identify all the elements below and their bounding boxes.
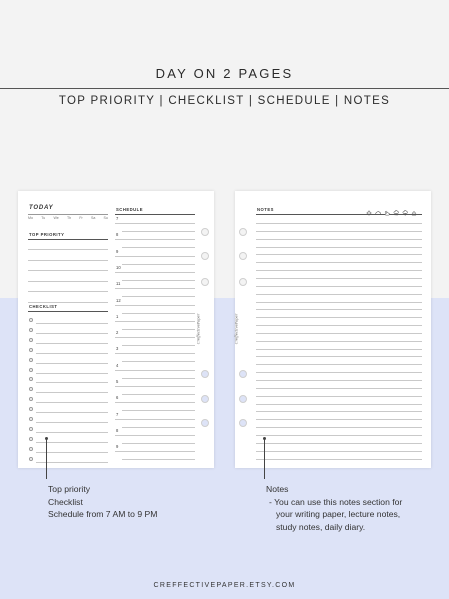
right-planner-page (235, 191, 431, 468)
schedule-hour: 5 (116, 379, 119, 384)
page-subtitle: TOP PRIORITY | CHECKLIST | SCHEDULE | NOTES (58, 95, 391, 107)
notes-line (256, 443, 422, 444)
weekday-th: Th (66, 216, 72, 220)
notes-line (256, 294, 422, 295)
checklist-checkbox (29, 348, 33, 352)
schedule-half-line (122, 247, 195, 248)
top-priority-line (28, 291, 108, 292)
schedule-hour: 7 (116, 216, 119, 221)
checklist-checkbox (29, 387, 33, 391)
schedule-line (115, 305, 195, 306)
notes-line (256, 262, 422, 263)
schedule-half-line (122, 410, 195, 411)
checklist-checkbox (29, 358, 33, 362)
weekday-tu: Tu (41, 216, 46, 220)
notes-line (256, 451, 422, 452)
weekday-row (28, 216, 108, 220)
notes-line (256, 333, 422, 334)
caption-notes-line-2: your writing paper, lecture notes, (276, 509, 401, 519)
schedule-hour: 11 (116, 281, 121, 287)
checklist-checkbox (29, 318, 33, 322)
schedule-line (115, 451, 195, 452)
notes-line (256, 286, 422, 287)
caption-schedule: Schedule from 7 AM to 9 PM (48, 509, 158, 519)
pointer-line-left (46, 439, 47, 479)
schedule-line (115, 419, 195, 420)
checklist-line (36, 343, 108, 344)
notes-line (256, 459, 422, 460)
today-label: TODAY (29, 205, 54, 211)
schedule-half-line (122, 443, 195, 444)
today-rule (28, 214, 108, 215)
checklist-line (36, 392, 108, 393)
notes-line (256, 309, 422, 310)
notes-line (256, 380, 422, 381)
schedule-half-line (122, 313, 195, 314)
caption-notes-title: Notes (266, 484, 289, 494)
schedule-rule (115, 214, 195, 215)
left-planner-page (18, 191, 214, 468)
schedule-hour: 6 (116, 395, 119, 401)
signature-left: CreffectivePaper (196, 313, 201, 345)
checklist-line (36, 333, 108, 334)
schedule-half-line (122, 329, 195, 330)
schedule-line (115, 353, 195, 354)
notes-line (256, 239, 422, 240)
checklist-checkbox (29, 328, 33, 332)
notes-line (256, 404, 422, 405)
schedule-half-line (122, 280, 195, 281)
notes-line (256, 396, 422, 397)
schedule-hour: 12 (116, 297, 121, 303)
schedule-hour: 9 (116, 444, 119, 450)
schedule-hour: 8 (116, 427, 119, 433)
schedule-hour: 8 (116, 232, 119, 238)
binder-ring (201, 395, 209, 403)
schedule-hour: 1 (116, 313, 119, 319)
schedule-line (115, 370, 195, 371)
binder-ring (201, 370, 209, 378)
caption-notes-line-3: study notes, daily diary. (276, 521, 366, 532)
notes-line (256, 270, 422, 271)
top-priority-line (28, 302, 108, 303)
checklist-rule (28, 311, 108, 312)
checklist-line (36, 382, 108, 383)
checklist-line (36, 402, 108, 403)
cloud-icon (375, 210, 381, 216)
top-priority-line (28, 281, 108, 282)
notes-line (256, 247, 422, 248)
checklist-line (36, 412, 108, 413)
checklist-checkbox (29, 417, 33, 421)
schedule-half-line (122, 459, 195, 460)
notes-line (256, 356, 422, 357)
schedule-half-line (122, 361, 195, 362)
top-priority-rule (28, 239, 108, 240)
schedule-line (115, 321, 195, 322)
checklist-checkbox (29, 397, 33, 401)
checklist-line (36, 432, 108, 433)
notes-line (256, 254, 422, 255)
checklist-line (36, 323, 108, 324)
schedule-line (115, 435, 195, 436)
schedule-half-line (122, 394, 195, 395)
binder-ring (239, 278, 247, 286)
footer-shop-url: CREFFECTIVEPAPER.ETSY.COM (153, 582, 296, 589)
checklist-checkbox (29, 407, 33, 411)
top-priority-line (28, 270, 108, 271)
binder-ring (239, 252, 247, 260)
notes-line (256, 411, 422, 412)
schedule-hour: 4 (116, 362, 119, 368)
schedule-half-line (122, 427, 195, 428)
left-caption (48, 483, 157, 521)
checklist-checkbox (29, 368, 33, 372)
notes-label: NOTES (257, 207, 274, 212)
right-caption (266, 483, 402, 533)
schedule-line (115, 386, 195, 387)
title-divider (0, 88, 449, 89)
binder-ring (239, 395, 247, 403)
page-title: DAY ON 2 PAGES (155, 66, 294, 81)
checklist-line (36, 363, 108, 364)
pointer-line-right (264, 439, 265, 479)
schedule-hour: 9 (116, 248, 119, 254)
notes-line (256, 435, 422, 436)
rain-icon (393, 210, 399, 216)
checklist-checkbox (29, 377, 33, 381)
checklist-checkbox (29, 447, 33, 451)
schedule-hour: 3 (116, 346, 119, 352)
sun-icon (366, 210, 372, 216)
checklist-checkbox (29, 457, 33, 461)
notes-line (256, 278, 422, 279)
binder-ring (201, 419, 209, 427)
schedule-half-line (122, 231, 195, 232)
caption-top-priority: Top priority (48, 484, 91, 494)
schedule-line (115, 239, 195, 240)
partly-cloudy-icon (384, 210, 390, 216)
notes-line (256, 349, 422, 350)
schedule-line (115, 288, 195, 289)
notes-line (256, 223, 422, 224)
notes-line (256, 364, 422, 365)
binder-ring (239, 419, 247, 427)
checklist-checkbox (29, 338, 33, 342)
checklist-line (36, 373, 108, 374)
top-priority-line (28, 249, 108, 250)
checklist-label: CHECKLIST (29, 304, 58, 309)
notes-line (256, 317, 422, 318)
schedule-half-line (122, 264, 195, 265)
binder-ring (201, 278, 209, 286)
schedule-hour: 2 (116, 330, 119, 336)
checklist-checkbox (29, 427, 33, 431)
weekday-sa: Sa (90, 216, 96, 220)
weekday-su: Su (103, 216, 108, 220)
checklist-line (36, 422, 108, 423)
schedule-line (115, 402, 195, 403)
schedule-line (115, 337, 195, 338)
schedule-half-line (122, 296, 195, 297)
binder-ring (201, 228, 209, 236)
checklist-checkbox (29, 437, 33, 441)
weekday-we: We (53, 216, 59, 220)
notes-line (256, 372, 422, 373)
schedule-line (115, 272, 195, 273)
caption-notes-line-1: - You can use this notes section for (269, 496, 403, 507)
top-priority-label: TOP PRIORITY (29, 232, 65, 237)
notes-line (256, 388, 422, 389)
schedule-hour: 7 (116, 411, 119, 417)
binder-ring (201, 252, 209, 260)
schedule-hour: 10 (116, 264, 121, 270)
checklist-line (36, 353, 108, 354)
notes-line (256, 325, 422, 326)
snow-icon (411, 210, 417, 216)
schedule-half-line (122, 345, 195, 346)
schedule-label: SCHEDULE (116, 207, 144, 212)
schedule-half-line (122, 378, 195, 379)
schedule-line (115, 256, 195, 257)
notes-line (256, 419, 422, 420)
notes-line (256, 341, 422, 342)
binder-ring (239, 228, 247, 236)
notes-line (256, 302, 422, 303)
binder-ring (239, 370, 247, 378)
schedule-line (115, 223, 195, 224)
storm-icon (402, 210, 408, 216)
signature-right: CreffectivePaper (234, 313, 239, 345)
notes-line (256, 427, 422, 428)
weekday-fr: Fr (79, 216, 83, 220)
top-priority-line (28, 260, 108, 261)
caption-checklist: Checklist (48, 496, 83, 507)
weekday-mo: Mo (28, 216, 33, 220)
notes-line (256, 231, 422, 232)
